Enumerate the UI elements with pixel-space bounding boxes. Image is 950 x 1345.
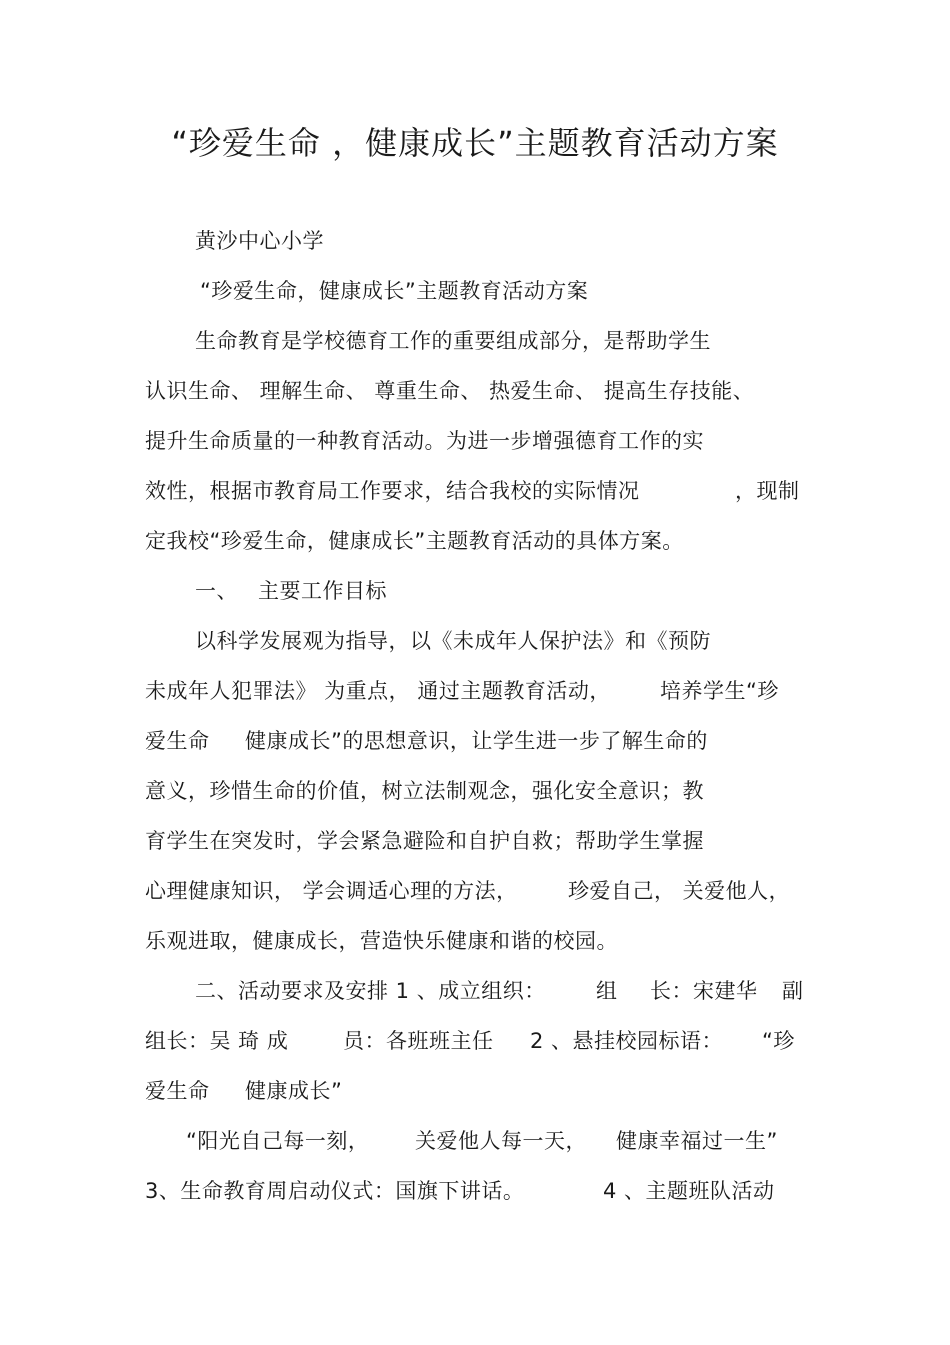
paragraph-line: 效性，根据市教育局工作要求，结合我校的实际情况	[145, 479, 640, 503]
paragraph-line-fragment: 爱生命	[145, 729, 210, 753]
paragraph-line-fragment: 组长：吴 琦 成	[145, 1029, 289, 1053]
section-heading: 主要工作目标	[258, 579, 387, 603]
slogan-line: 健康幸福过一生”	[616, 1129, 778, 1153]
paragraph-line: 育学生在突发时，学会紧急避险和自护自救；帮助学生掌握	[145, 829, 704, 853]
section-heading: 二、活动要求及安排 1 、成立组织：	[195, 979, 546, 1003]
paragraph-line-fragment: 4 、主题班队活动	[603, 1179, 775, 1203]
paragraph-line-fragment: 珍爱自己， 关爱他人，	[568, 879, 791, 903]
paragraph-line-fragment: 副	[782, 979, 804, 1003]
section-number: 一、	[195, 579, 238, 603]
paragraph-line-fragment: 员：各班班主任	[343, 1029, 494, 1053]
paragraph-line: 健康成长”的思想意识，让学生进一步了解生命的	[245, 729, 708, 753]
paragraph-line-fragment: 爱生命	[145, 1079, 210, 1103]
paragraph-line: 生命教育是学校德育工作的重要组成部分，是帮助学生	[195, 329, 711, 353]
paragraph-line-fragment: ，现制	[735, 479, 800, 503]
paragraph-line: 定我校“珍爱生命，健康成长”主题教育活动的具体方案。	[145, 529, 684, 553]
paragraph-line-fragment: 培养学生“珍	[660, 679, 779, 703]
paragraph-line-fragment: 组	[596, 979, 618, 1003]
paragraph-line: 3、生命教育周启动仪式：国旗下讲话。	[145, 1179, 525, 1203]
document-subtitle: “珍爱生命，健康成长”主题教育活动方案	[200, 279, 589, 303]
school-name: 黄沙中心小学	[195, 229, 324, 253]
slogan-line: 关爱他人每一天，	[415, 1129, 587, 1153]
paragraph-line: 以科学发展观为指导，以《未成年人保护法》和《预防	[195, 629, 711, 653]
paragraph-line: 认识生命、 理解生命、 尊重生命、 热爱生命、 提高生存技能、	[145, 379, 755, 403]
paragraph-line: 心理健康知识， 学会调适心理的方法，	[145, 879, 518, 903]
paragraph-line-fragment: 长：宋建华	[650, 979, 758, 1003]
paragraph-line-fragment: 健康成长”	[245, 1079, 343, 1103]
paragraph-line: 意义，珍惜生命的价值，树立法制观念，强化安全意识；教	[145, 779, 704, 803]
paragraph-line: 乐观进取，健康成长，营造快乐健康和谐的校园。	[145, 929, 618, 953]
paragraph-line: 提升生命质量的一种教育活动。为进一步增强德育工作的实	[145, 429, 704, 453]
slogan-line: “阳光自己每一刻，	[186, 1129, 370, 1153]
paragraph-line: 未成年人犯罪法》 为重点， 通过主题教育活动，	[145, 679, 611, 703]
paragraph-line-fragment: “珍	[762, 1029, 795, 1053]
document-title: “珍爱生命 ，健康成长”主题教育活动方案	[171, 124, 779, 162]
paragraph-line-fragment: 2 、悬挂校园标语：	[530, 1029, 724, 1053]
